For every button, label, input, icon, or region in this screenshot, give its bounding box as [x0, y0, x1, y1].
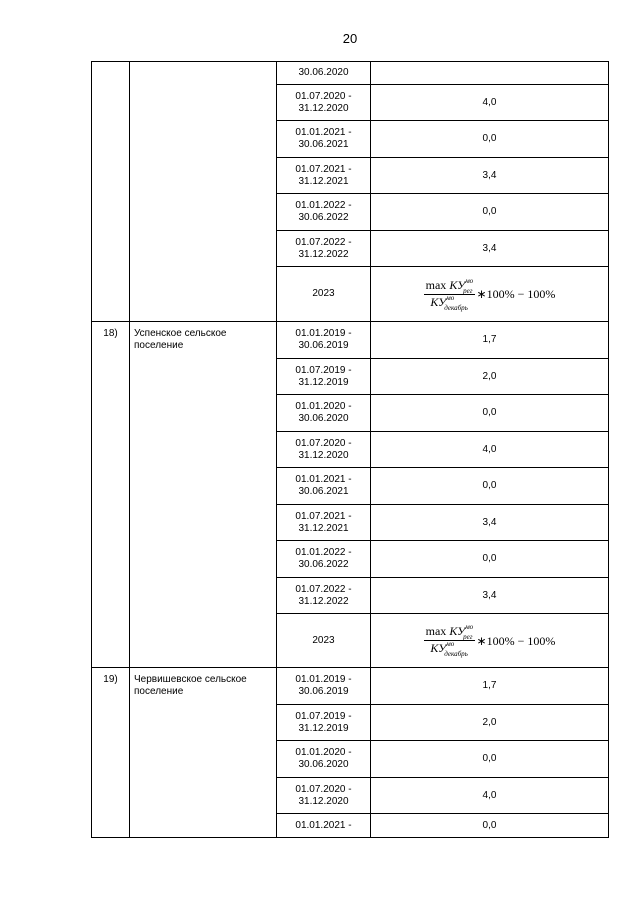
index-value-cell — [371, 814, 609, 838]
period-line: 30.06.2020 — [298, 67, 349, 78]
table-row — [92, 62, 609, 85]
period-line: 31.12.2020 — [298, 102, 349, 114]
formula-tail: ∗100% − 100% — [476, 287, 556, 301]
settlement-number — [92, 62, 130, 322]
period-line: 01.07.2019 - — [295, 710, 352, 722]
period-cell — [277, 814, 371, 838]
period-cell — [277, 741, 371, 778]
index-value-cell — [371, 62, 609, 85]
index-value: 4,0 — [482, 96, 497, 108]
index-value-cell — [371, 121, 609, 158]
table-row — [92, 322, 609, 359]
index-value: 0,0 — [482, 753, 497, 764]
settlement-name: Успенское сельское поселение — [130, 322, 277, 668]
period-line: 30.06.2020 — [298, 413, 349, 424]
period-line: 2023 — [312, 288, 335, 299]
index-value-cell — [371, 541, 609, 578]
period-line: 31.12.2022 — [298, 595, 349, 607]
period-line: 31.12.2022 — [298, 248, 349, 260]
index-value-cell — [371, 231, 609, 267]
period-line: 01.07.2022 - — [295, 583, 352, 595]
period-line: 01.07.2020 - — [295, 783, 352, 795]
period-cell — [277, 85, 371, 121]
period-line: 01.07.2020 - — [295, 437, 352, 449]
period-line: 30.06.2019 — [298, 686, 349, 697]
period-cell — [277, 541, 371, 578]
index-value: 4,0 — [482, 789, 497, 801]
index-value-cell — [371, 432, 609, 468]
tariff-table-body — [92, 62, 609, 838]
index-value-cell — [371, 614, 609, 668]
period-cell — [277, 778, 371, 814]
period-line: 01.01.2021 - — [295, 474, 352, 485]
period-cell — [277, 705, 371, 741]
index-value: 2,0 — [482, 716, 497, 728]
index-value-cell — [371, 322, 609, 359]
period-line: 01.01.2022 - — [295, 200, 352, 211]
index-value: 1,7 — [482, 334, 497, 345]
period-line: 30.06.2021 — [298, 486, 349, 497]
growth-formula — [424, 276, 556, 312]
period-cell — [277, 468, 371, 505]
index-value-cell — [371, 668, 609, 705]
period-line: 01.01.2019 - — [295, 328, 352, 339]
period-cell — [277, 505, 371, 541]
period-cell — [277, 62, 371, 85]
period-line: 01.01.2020 - — [295, 401, 352, 412]
period-line: 31.12.2019 — [298, 376, 349, 388]
period-line: 30.06.2022 — [298, 559, 349, 570]
tariff-table — [91, 61, 609, 838]
index-value-cell — [371, 267, 609, 322]
index-value-cell — [371, 395, 609, 432]
index-value: 3,4 — [482, 516, 497, 528]
period-line: 01.07.2022 - — [295, 236, 352, 248]
formula-fraction — [424, 625, 475, 656]
formula-tail: ∗100% − 100% — [476, 633, 556, 648]
formula-denominator: $КУ^{мо}_{декабрь}$ — [430, 640, 468, 658]
formula-denominator: $КУ^{мо}_{декабрь}$ — [430, 293, 468, 312]
formula-numerator: $\max КУ^{мо}_{рег}$ — [425, 276, 474, 295]
index-value-cell — [371, 359, 609, 395]
period-line: 30.06.2021 — [298, 139, 349, 150]
period-cell — [277, 322, 371, 359]
period-cell — [277, 121, 371, 158]
period-cell — [277, 668, 371, 705]
period-line: 30.06.2019 — [298, 340, 349, 351]
index-value: 0,0 — [482, 480, 497, 491]
index-value-cell — [371, 578, 609, 614]
index-value-cell — [371, 194, 609, 231]
formula-numerator: $\max КУ^{мо}_{рег}$ — [425, 623, 474, 641]
period-line: 01.07.2021 - — [295, 510, 352, 522]
index-value-cell — [371, 505, 609, 541]
index-value: 0,0 — [482, 407, 497, 418]
period-line: 01.01.2021 - — [295, 819, 352, 831]
settlement-name: Червишевское сельское поселение — [130, 668, 277, 838]
settlement-number: 18) — [92, 322, 130, 668]
period-line: 30.06.2020 — [298, 759, 349, 770]
period-cell — [277, 267, 371, 322]
index-value: 0,0 — [482, 819, 497, 831]
period-line: 01.01.2020 - — [295, 747, 352, 758]
period-line: 30.06.2022 — [298, 212, 349, 223]
growth-formula — [424, 625, 556, 656]
index-value: 3,4 — [482, 169, 497, 181]
period-cell — [277, 231, 371, 267]
period-line: 31.12.2021 — [298, 175, 349, 187]
index-value-cell — [371, 158, 609, 194]
period-line: 31.12.2019 — [298, 722, 349, 734]
period-cell — [277, 194, 371, 231]
index-value: 0,0 — [482, 133, 497, 144]
period-line: 01.07.2020 - — [295, 90, 352, 102]
index-value-cell — [371, 468, 609, 505]
index-value: 2,0 — [482, 370, 497, 382]
period-cell — [277, 395, 371, 432]
period-cell — [277, 158, 371, 194]
period-line: 01.07.2021 - — [295, 163, 352, 175]
index-value: 3,4 — [482, 589, 497, 601]
index-value: 3,4 — [482, 242, 497, 254]
period-cell — [277, 432, 371, 468]
index-value-cell — [371, 85, 609, 121]
period-cell — [277, 578, 371, 614]
index-value: 1,7 — [482, 680, 497, 691]
index-value: 4,0 — [482, 443, 497, 455]
period-cell — [277, 359, 371, 395]
period-line: 31.12.2021 — [298, 522, 349, 534]
index-value: 0,0 — [482, 553, 497, 564]
index-value-cell — [371, 778, 609, 814]
index-value-cell — [371, 705, 609, 741]
period-cell — [277, 614, 371, 668]
settlement-name — [130, 62, 277, 322]
period-line: 31.12.2020 — [298, 795, 349, 807]
period-line: 01.07.2019 - — [295, 364, 352, 376]
period-line: 01.01.2019 - — [295, 674, 352, 685]
period-line: 01.01.2021 - — [295, 127, 352, 138]
settlement-number: 19) — [92, 668, 130, 838]
page-number: 20 — [342, 31, 358, 46]
period-line: 01.01.2022 - — [295, 547, 352, 558]
period-line: 2023 — [312, 634, 335, 646]
formula-fraction — [424, 276, 475, 312]
index-value: 0,0 — [482, 206, 497, 217]
period-line: 31.12.2020 — [298, 449, 349, 461]
index-value-cell — [371, 741, 609, 778]
table-row — [92, 668, 609, 705]
